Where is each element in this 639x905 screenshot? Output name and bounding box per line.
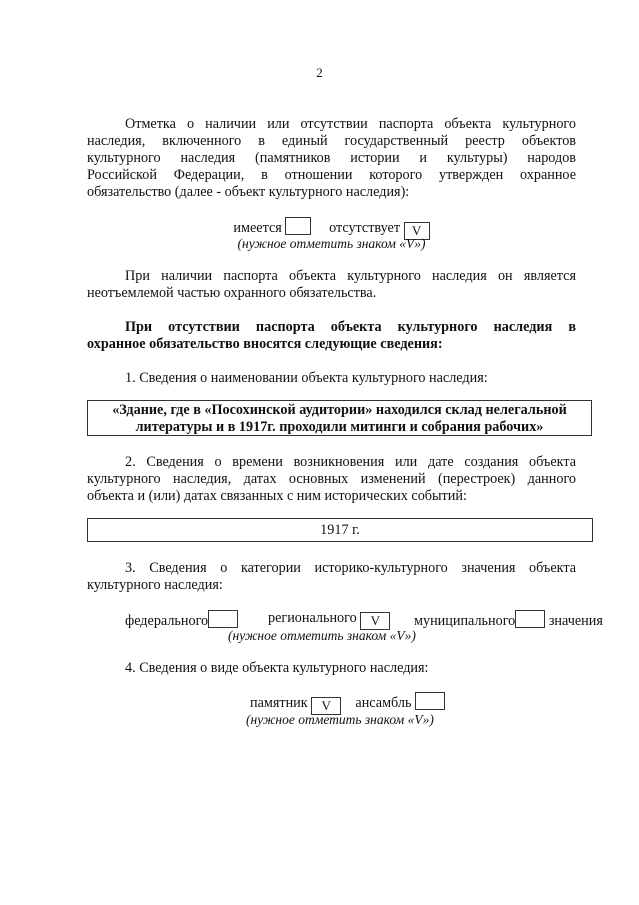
section2-line-2: культурного наследия, датах основных изменений (перестроек) данного bbox=[87, 471, 576, 487]
intro-line-2: наследия, включенного в единый государственный реестр объектов bbox=[87, 133, 576, 149]
passport-line-2: неотъемлемой частью охранного обязательства. bbox=[87, 285, 377, 301]
municipal-checkbox[interactable] bbox=[515, 610, 545, 628]
monument-checkbox[interactable]: V bbox=[311, 697, 341, 715]
section1-name-field bbox=[87, 400, 592, 436]
absence-heading-line-1: При отсутствии паспорта объекта культурного наследия в bbox=[125, 319, 576, 335]
federal-label: федерального bbox=[125, 613, 209, 629]
section2-line-1: 2. Сведения о времени возникновения или дате создания объекта bbox=[125, 454, 576, 470]
absence-heading-line-2: охранное обязательство вносятся следующие сведения: bbox=[87, 336, 443, 352]
category-choice-note: (нужное отметить знаком «V») bbox=[228, 628, 416, 643]
section3-line-2: культурного наследия: bbox=[87, 577, 223, 593]
municipal-label: муниципального bbox=[414, 613, 516, 629]
absence-heading bbox=[87, 319, 576, 353]
federal-checkbox[interactable] bbox=[208, 610, 238, 628]
section2-paragraph bbox=[87, 454, 576, 505]
type-choice-note: (нужное отметить знаком «V») bbox=[246, 712, 434, 727]
federal-group bbox=[125, 610, 238, 630]
ensemble-checkbox[interactable] bbox=[415, 692, 445, 710]
regional-label: регионального bbox=[268, 610, 357, 626]
intro-line-5: обязательство (далее - объект культурного наследия): bbox=[87, 184, 410, 200]
municipal-group bbox=[414, 610, 603, 630]
passport-paragraph bbox=[87, 268, 576, 302]
passport-absent-label: отсутствует bbox=[329, 220, 401, 236]
section4-label: 4. Сведения о виде объекта культурного наследия: bbox=[125, 660, 429, 676]
intro-paragraph bbox=[87, 116, 576, 201]
intro-line-1: Отметка о наличии или отсутствии паспорта объекта культурного bbox=[125, 116, 576, 132]
passport-absent-checkbox[interactable]: V bbox=[404, 222, 430, 240]
passport-line-1: При наличии паспорта объекта культурного наследия он является bbox=[125, 268, 576, 284]
section1-name-line-2: литературы и в 1917г. проходили митинги и собрания рабочих» bbox=[135, 419, 544, 435]
passport-present-checkbox[interactable] bbox=[285, 217, 311, 235]
section2-date-field: 1917 г. bbox=[87, 518, 593, 542]
page-number: 2 bbox=[316, 65, 323, 80]
section3-line-1: 3. Сведения о категории историко-культурного значения объекта bbox=[125, 560, 576, 576]
intro-line-3: культурного наследия (памятников истории и культуры) народов bbox=[87, 150, 576, 166]
passport-present-label: имеется bbox=[233, 220, 282, 236]
monument-label: памятник bbox=[250, 695, 308, 711]
intro-line-4: Российской Федерации, в отношении которого утвержден охранное bbox=[87, 167, 576, 183]
ensemble-label: ансамбль bbox=[355, 695, 412, 711]
regional-checkbox[interactable]: V bbox=[360, 612, 390, 630]
section3-paragraph bbox=[87, 560, 576, 594]
section1-name-line-1: «Здание, где в «Посохинской аудитории» находился склад нелегальной bbox=[112, 402, 567, 418]
passport-choice-note: (нужное отметить знаком «V») bbox=[237, 236, 426, 251]
category-suffix: значения bbox=[548, 613, 603, 629]
section2-line-3: объекта и (или) датах связанных с ним исторических событий: bbox=[87, 488, 467, 504]
section1-label: 1. Сведения о наименовании объекта культурного наследия: bbox=[125, 370, 488, 386]
